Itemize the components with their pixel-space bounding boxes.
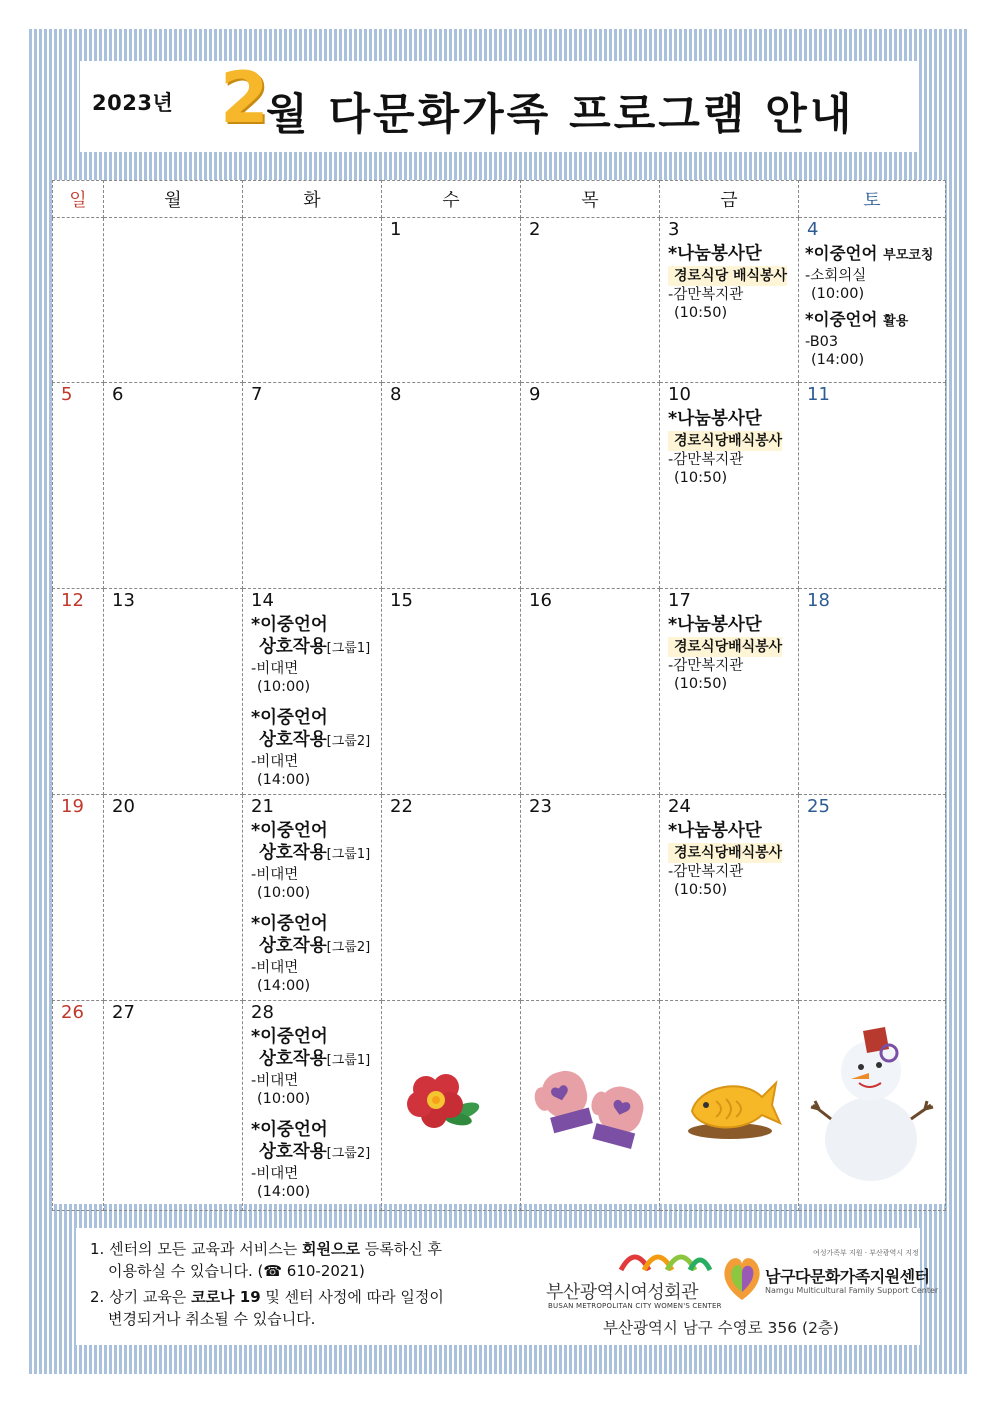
day-cell: [53, 218, 104, 383]
event-subtitle-main: 상호작용: [259, 1049, 327, 1069]
event-nanum: [660, 240, 798, 322]
day-number: 25: [807, 796, 830, 817]
title-year: 2023년: [92, 91, 174, 115]
day-cell: [53, 589, 104, 795]
event-interaction-group2: [243, 1116, 381, 1201]
day-number: 2: [529, 219, 541, 240]
day-number: 3: [668, 219, 680, 240]
address: 부산광역시 남구 수영로 356 (2층): [603, 1319, 839, 1337]
day-cell: [104, 795, 243, 1001]
footer-box: [76, 1228, 939, 1345]
event-place: -비대면: [251, 661, 299, 677]
day-cell: [382, 589, 521, 795]
event-interaction-group2: [243, 704, 381, 789]
day-cell: [382, 218, 521, 383]
day-number: 19: [61, 796, 84, 817]
note-1-text-end: 등록하신 후: [360, 1240, 443, 1258]
day-cell: [243, 1001, 382, 1211]
event-title: *나눔봉사단: [668, 409, 762, 429]
namgu-center-logo: [721, 1246, 939, 1316]
day-number: 28: [251, 1002, 274, 1023]
week-row-1: [53, 218, 946, 383]
weekday-mon: 월: [104, 181, 243, 218]
event-time: (10:50): [674, 470, 728, 486]
event-time: (10:00): [257, 885, 311, 901]
note-2-text-end: 및 센터 사정에 따라 일정이: [260, 1288, 444, 1306]
day-number: 12: [61, 590, 84, 611]
event-title: [805, 243, 945, 267]
note-1-bold: 회원으로: [302, 1240, 361, 1258]
event-group: [그룹2]: [326, 734, 371, 749]
day-cell: [660, 795, 799, 1001]
day-cell: [521, 1001, 660, 1211]
day-cell: [521, 218, 660, 383]
note-2-bold: 코로나 19: [191, 1288, 261, 1306]
note-2-line2: 변경되거나 취소될 수 있습니다.: [108, 1310, 316, 1328]
event-subtitle: [251, 729, 381, 753]
event-title: *이중언어: [251, 708, 328, 728]
event-title: *이중언어: [251, 615, 328, 635]
womens-center-logo: [546, 1240, 722, 1320]
day-number: 20: [112, 796, 135, 817]
day-number: 14: [251, 590, 274, 611]
event-subtitle: 경로식당배식봉사: [668, 843, 782, 863]
day-cell: [53, 1001, 104, 1211]
day-number: 16: [529, 590, 552, 611]
event-title-small: 활용: [883, 314, 909, 329]
day-cell: [243, 795, 382, 1001]
event-title-small: 부모코칭: [883, 248, 934, 263]
event-time: (10:50): [674, 882, 728, 898]
event-time: (10:00): [257, 1091, 311, 1107]
event-subtitle: [251, 1048, 381, 1072]
event-group: [그룹1]: [326, 1053, 371, 1068]
day-number: 5: [61, 384, 73, 405]
event-title: [805, 309, 945, 333]
notes: [90, 1238, 530, 1334]
event-place: -비대면: [251, 754, 299, 770]
day-cell: [799, 795, 946, 1001]
namgu-center-heart-icon: [721, 1248, 763, 1304]
day-number: 22: [390, 796, 413, 817]
weekday-sun: 일: [53, 181, 104, 218]
day-number: 10: [668, 384, 691, 405]
event-group: [그룹1]: [326, 847, 371, 862]
day-number: 15: [390, 590, 413, 611]
weekday-thu: 목: [521, 181, 660, 218]
event-time: (14:00): [257, 1184, 311, 1200]
event-subtitle-main: 상호작용: [259, 1142, 327, 1162]
title-month-number: 2: [220, 57, 269, 139]
weekday-tue: 화: [243, 181, 382, 218]
event-time: (10:00): [257, 679, 311, 695]
event-interaction-group1: [243, 1023, 381, 1108]
week-row-4: [53, 795, 946, 1001]
day-cell: [799, 1001, 946, 1211]
namgu-center-name: 남구다문화가족지원센터: [765, 1267, 930, 1286]
note-2-text: 2. 상기 교육은: [90, 1288, 192, 1306]
mittens-icon: [521, 1001, 660, 1206]
event-title: *이중언어: [251, 1027, 328, 1047]
event-place: -감만복지관: [668, 864, 744, 880]
day-number: 4: [807, 219, 819, 240]
event-subtitle: [251, 935, 381, 959]
day-cell: [521, 795, 660, 1001]
event-title: *이중언어: [251, 914, 328, 934]
day-cell: [799, 218, 946, 383]
day-number: 1: [390, 219, 402, 240]
calendar: [52, 180, 945, 1204]
day-number: 11: [807, 384, 830, 405]
week-row-5: [53, 1001, 946, 1211]
day-number: 6: [112, 384, 124, 405]
event-title: *나눔봉사단: [668, 615, 762, 635]
event-group: [그룹1]: [326, 641, 371, 656]
event-title: *이중언어: [251, 1120, 328, 1140]
day-cell: [53, 795, 104, 1001]
event-subtitle-main: 상호작용: [259, 843, 327, 863]
day-number: 8: [390, 384, 402, 405]
day-cell: [799, 383, 946, 589]
namgu-center-en: Namgu Multicultural Family Support Center: [765, 1286, 939, 1295]
womens-center-en: BUSAN METROPOLITAN CITY WOMEN'S CENTER: [548, 1302, 722, 1310]
page-title: 월 다문화가족 프로그램 안내: [266, 90, 855, 140]
day-cell: [243, 218, 382, 383]
weekday-header-row: [53, 181, 946, 218]
day-cell: [382, 795, 521, 1001]
event-subtitle: [251, 1141, 381, 1165]
event-place: -비대면: [251, 1166, 299, 1182]
event-title: *나눔봉사단: [668, 821, 762, 841]
event-subtitle-main: 상호작용: [259, 936, 327, 956]
weekday-fri: 금: [660, 181, 799, 218]
event-subtitle-main: 상호작용: [259, 730, 327, 750]
day-number: 24: [668, 796, 691, 817]
event-interaction-group1: [243, 817, 381, 902]
note-1-text: 1. 센터의 모든 교육과 서비스는: [90, 1240, 303, 1258]
day-cell: [104, 1001, 243, 1211]
event-interaction-group2: [243, 910, 381, 995]
week-row-3: [53, 589, 946, 795]
namgu-center-designation: 여성가족부 지원 · 부산광역시 지정: [813, 1249, 919, 1257]
week-row-2: [53, 383, 946, 589]
snowman-icon: [799, 1001, 946, 1206]
note-2: [90, 1286, 530, 1330]
event-title-main: *이중언어: [805, 310, 878, 329]
day-number: 7: [251, 384, 263, 405]
event-time: (14:00): [811, 352, 865, 368]
day-cell: [104, 589, 243, 795]
event-time: (14:00): [257, 772, 311, 788]
womens-center-arc-icon: [546, 1240, 716, 1280]
day-cell: [382, 383, 521, 589]
event-nanum: [660, 611, 798, 693]
event-place: -감만복지관: [668, 287, 744, 303]
title-banner: [80, 57, 917, 152]
event-place: -감만복지관: [668, 452, 744, 468]
event-subtitle: [251, 636, 381, 660]
day-number: 27: [112, 1002, 135, 1023]
weekday-wed: 수: [382, 181, 521, 218]
day-cell: [53, 383, 104, 589]
event-time: (14:00): [257, 978, 311, 994]
event-title: *이중언어: [251, 821, 328, 841]
day-cell: [382, 1001, 521, 1211]
day-cell: [660, 383, 799, 589]
camellia-flower-icon: [382, 1001, 521, 1206]
day-number: 23: [529, 796, 552, 817]
event-place: -B03: [805, 334, 839, 350]
day-number: 21: [251, 796, 274, 817]
fish-bread-icon: [660, 1001, 799, 1206]
day-cell: [660, 218, 799, 383]
day-cell: [799, 589, 946, 795]
day-cell: [660, 589, 799, 795]
event-place: -비대면: [251, 867, 299, 883]
day-cell: [104, 383, 243, 589]
note-1-line2: 이용하실 수 있습니다. (☎ 610-2021): [108, 1262, 365, 1280]
day-cell: [521, 589, 660, 795]
day-number: 26: [61, 1002, 84, 1023]
event-subtitle: 경로식당 배식봉사: [668, 266, 787, 286]
day-number: 13: [112, 590, 135, 611]
event-place: -비대면: [251, 960, 299, 976]
day-cell: [104, 218, 243, 383]
event-title: *나눔봉사단: [668, 244, 762, 264]
day-number: 18: [807, 590, 830, 611]
womens-center-name: 부산광역시여성회관: [546, 1282, 698, 1303]
event-place: -감만복지관: [668, 658, 744, 674]
event-group: [그룹2]: [326, 940, 371, 955]
event-subtitle: 경로식당배식봉사: [668, 637, 782, 657]
event-interaction-group1: [243, 611, 381, 696]
note-1: [90, 1238, 530, 1282]
day-cell: [243, 383, 382, 589]
event-time: (10:00): [811, 286, 865, 302]
day-number: 17: [668, 590, 691, 611]
event-subtitle-main: 상호작용: [259, 637, 327, 657]
event-place: -소회의실: [805, 268, 867, 284]
event-time: (10:50): [674, 305, 728, 321]
event-time: (10:50): [674, 676, 728, 692]
day-number: 9: [529, 384, 541, 405]
event-usage: [799, 303, 945, 369]
event-nanum: [660, 817, 798, 899]
weekday-sat: 토: [799, 181, 946, 218]
event-group: [그룹2]: [326, 1146, 371, 1161]
event-coaching: [799, 240, 945, 303]
event-title-main: *이중언어: [805, 244, 878, 263]
event-subtitle: [251, 842, 381, 866]
event-place: -비대면: [251, 1073, 299, 1089]
event-subtitle: 경로식당배식봉사: [668, 431, 782, 451]
day-cell: [521, 383, 660, 589]
event-nanum: [660, 405, 798, 487]
day-cell: [243, 589, 382, 795]
day-cell: [660, 1001, 799, 1211]
